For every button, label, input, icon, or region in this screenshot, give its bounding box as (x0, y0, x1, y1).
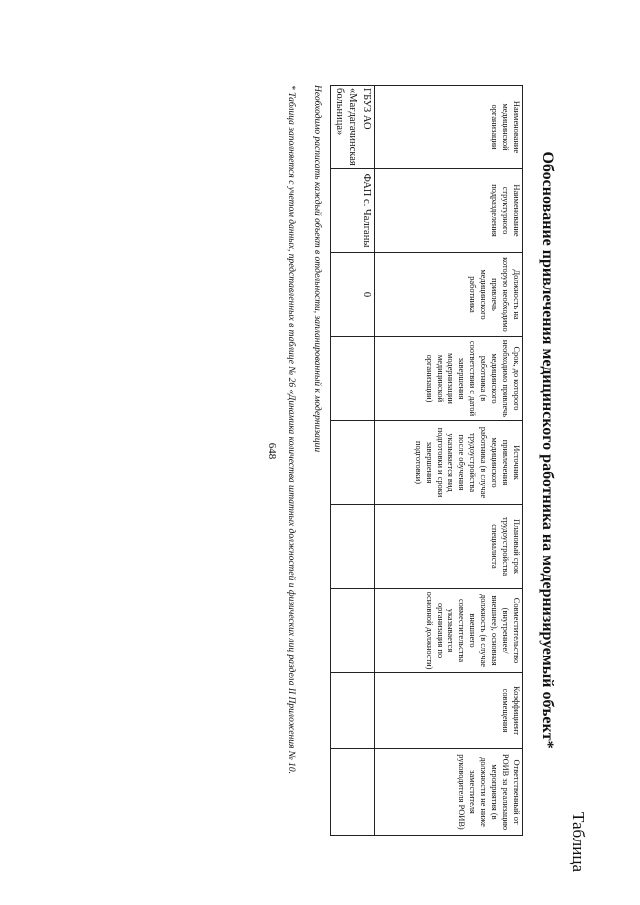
header-row (375, 86, 523, 836)
page-number: 648 (266, 442, 278, 460)
header-organization: Наименование медицинской организации (375, 86, 523, 169)
rotated-page-content (70, 10, 590, 890)
cell-position: 0 (331, 253, 375, 337)
cell-subdivision: ФАП с. Чалганы (331, 169, 375, 253)
header-combination: Совместительство (внутреннее/внешнее), основная должность (в случае внешнего совместительства указывается организация по основной должности) (375, 589, 523, 673)
cell-planned-date (331, 505, 375, 589)
cell-responsible (331, 749, 375, 836)
header-planned-date: Плановый срок трудоустройства специалиста (375, 505, 523, 589)
cell-coefficient (331, 673, 375, 749)
cell-combination (331, 589, 375, 673)
cell-source (331, 421, 375, 505)
header-source: Источник привлечения медицинского работника (в случае трудоустройства после обучения указывается вид подготовки и сроки завершения подготовки) (375, 421, 523, 505)
header-deadline: Срок, до которого необходимо привлечь медицинского работника (в соответствии с датой завершения модернизации медицинской организации) (375, 337, 523, 421)
header-responsible: Ответственный от РОИВ за реализацию мероприятия (в должности не ниже заместителя руководителя РОИВ) (375, 749, 523, 836)
footnote-table-source: * Таблица заполняется с учетом данных, представленных в таблице № 26 «Динамика количества штатных должностей и физических лиц раздела II Приложения № 10. (286, 85, 296, 775)
header-coefficient: Коэффициент совмещения (375, 673, 523, 749)
table-row (331, 86, 375, 836)
justification-table (330, 85, 523, 836)
cell-deadline (331, 337, 375, 421)
document-label: Таблица (569, 812, 588, 872)
document-title: Обоснование привлечения медицинского работника на модернизируемый объект* (539, 151, 556, 749)
footnote-modernization: Необходимо расписать каждый объект в отдельности, запланированный к модернизации (312, 85, 322, 453)
header-subdivision: Наименование структурного подразделения (375, 169, 523, 253)
cell-organization: ГБУЗ АО «Мағдагачинская больница» (331, 86, 375, 169)
header-position: Должность на которую необходимо привлечь медицинского работника (375, 253, 523, 337)
